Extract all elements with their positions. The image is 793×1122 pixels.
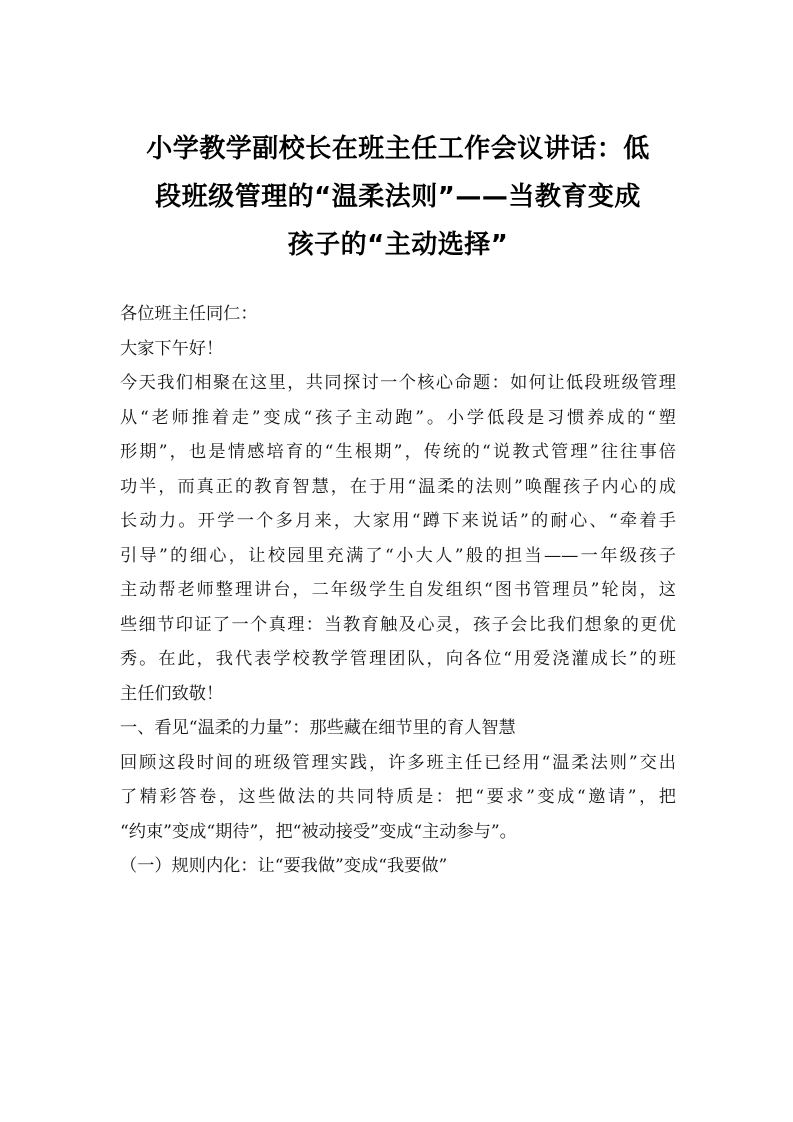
text-line: 主任们致敬！ [120, 683, 224, 704]
text-line: 各位班主任同仁： [120, 304, 258, 324]
text-line: （一）规则内化：让“要我做”变成“我要做” [120, 856, 448, 876]
document-page [120, 125, 676, 884]
section-heading-1 [120, 711, 676, 746]
text-line: 秀。在此，我代表学校教学管理团队，向各位“用爱浇灌成长”的班 [120, 649, 676, 669]
subsection-heading-1 [120, 849, 676, 884]
greeting-paragraph [120, 332, 676, 367]
text-line: 大家下午好！ [120, 338, 224, 359]
text-line: 主动帮老师整理讲台，二年级学生自发组织“图书管理员”轮岗，这 [120, 580, 676, 600]
salutation-paragraph [120, 297, 676, 332]
text-line: 长动力。开学一个多月来，大家用“蹲下来说话”的耐心、“牵着手 [120, 511, 676, 531]
text-line: 些细节印证了一个真理：当教育触及心灵，孩子会比我们想象的更优 [120, 614, 676, 635]
text-line: 从“老师推着走”变成“孩子主动跑”。小学低段是习惯养成的“塑 [120, 407, 676, 428]
text-line: 引导”的细心，让校园里充满了“小大人”般的担当——一年级孩子 [120, 545, 676, 566]
text-line: 一、看见“温柔的力量”：那些藏在细节里的育人智慧 [120, 718, 516, 738]
text-line: 形期”，也是情感培育的“生根期”，传统的“说教式管理”往往事倍 [120, 442, 676, 462]
title-line: 孩子的“主动选择” [287, 230, 509, 260]
text-line: 了精彩答卷，这些做法的共同特质是：把“要求”变成“邀请”，把 [120, 787, 676, 807]
document-title [120, 125, 676, 269]
review-paragraph [120, 746, 676, 850]
text-line: 回顾这段时间的班级管理实践，许多班主任已经用“温柔法则”交出 [120, 752, 676, 773]
intro-paragraph [120, 366, 676, 711]
title-line: 段班级管理的“温柔法则”——当教育变成 [155, 182, 641, 212]
title-line: 小学教学副校长在班主任工作会议讲话：低 [146, 134, 650, 164]
text-line: 功半，而真正的教育智慧，在于用“温柔的法则”唤醒孩子内心的成 [120, 476, 676, 497]
text-line: “约束”变成“期待”，把“被动接受”变成“主动参与”。 [120, 821, 517, 842]
text-line: 今天我们相聚在这里，共同探讨一个核心命题：如何让低段班级管理 [120, 373, 676, 393]
